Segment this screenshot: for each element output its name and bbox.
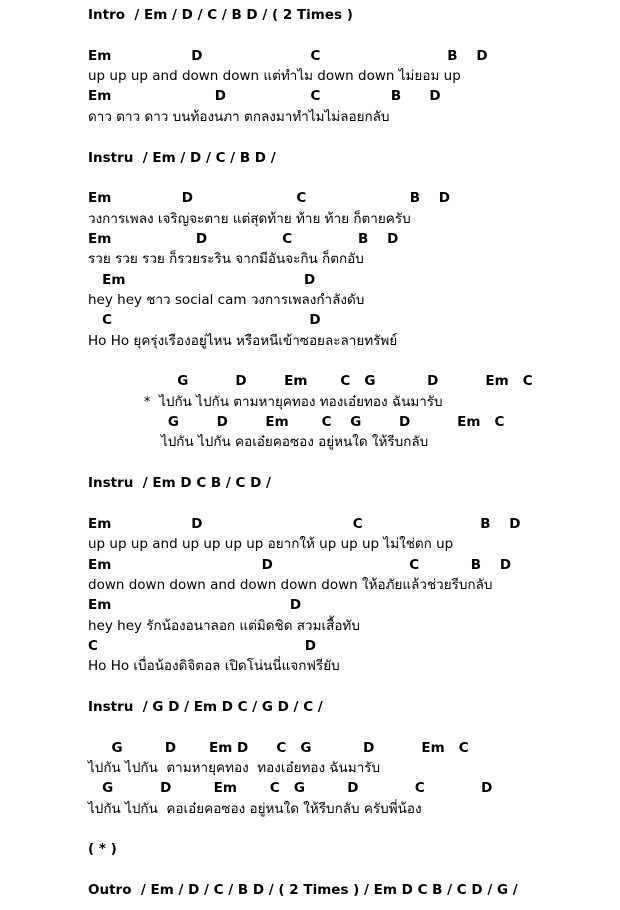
chord-line: G D Em C G D C D	[88, 780, 493, 797]
lyric-line: Ho Ho ยุครุ่งเรืองอยู่ไหน หรือหนีเข้าซอยละลายทรัพย์	[88, 332, 398, 349]
chord-line: Em D C B D	[88, 88, 441, 105]
lyric-line: ดาว ดาว ดาว บนท้องนภา ตกลงมาทำไมไม่ลอยกลับ	[88, 108, 390, 125]
chord-line: Em D C B D	[88, 515, 521, 532]
chord-line: Em D C B D	[88, 47, 488, 64]
chord-line: G D Em D C G D Em C	[88, 739, 469, 756]
section-heading: Instru / Em / D / C / B D /	[88, 149, 276, 166]
section-heading: Instru / Em D C B / C D /	[88, 475, 271, 492]
lyric-line: hey hey รักน้องอนาลอก แต่มิดชิด สวมเสื้อทับ	[88, 617, 360, 634]
lyric-line: วงการเพลง เจริญจะตาย แต่สุดท้าย ท้าย ท้าย ก็ตายครับ	[88, 210, 411, 227]
chord-line: Em D	[88, 271, 316, 288]
section-heading: ( * )	[88, 841, 117, 858]
section-heading: Outro / Em / D / C / B D / ( 2 Times ) / Em D C B / C D / G /	[88, 882, 518, 899]
section-heading: Intro / Em / D / C / B D / ( 2 Times )	[88, 7, 353, 23]
lyric-line: up up up and down down แต่ทำไม down down ไม่ยอม up	[88, 68, 461, 85]
chord-line: C D	[88, 312, 321, 329]
lyric-line: up up up and up up up up อยากให้ up up up ไม่ใช่ตก up	[88, 536, 454, 553]
lyric-line: ไปกัน ไปกัน ตามหายุคทอง ทองเอ๋ยทอง ฉันมารับ	[88, 760, 381, 776]
lyric-line: Ho Ho เบื่อน้องดิจิตอล เปิดโน่นนี่แจกฟรียับ	[88, 658, 340, 675]
chord-line: G D Em C G D Em C	[88, 373, 533, 390]
lyric-line: ไปกัน ไปกัน คอเอ๋ยคอซอง อยู่หนใด ให้รีบกลับ	[88, 434, 429, 451]
section-heading: Instru / G D / Em D C / G D / C /	[88, 698, 323, 715]
chord-line: G D Em C G D Em C	[88, 414, 505, 430]
lyric-line: ไปกัน ไปกัน คอเอ๋ยคอซอง อยู่หนใด ให้รีบกลับ ครับพี่น้อง	[88, 800, 422, 817]
chord-line: Em D C B D	[88, 190, 450, 207]
lyric-line: * ไปกัน ไปกัน ตามหายุคทอง ทองเอ๋ยทอง ฉันมารับ	[88, 393, 443, 410]
chord-line: Em D C B D	[88, 230, 399, 247]
chord-line: Em D C B D	[88, 556, 512, 573]
lyric-line: down down down and down down down ให้อภัยแล้วช่วยรีบกลับ	[88, 576, 493, 593]
chord-line: C D	[88, 637, 316, 654]
lyric-line: รวย รวย รวย ก็รวยระริน จากมีอันจะกิน ก็ตกอับ	[88, 251, 364, 268]
lyric-line: hey hey ชาว social cam วงการเพลงกำลังดับ	[88, 291, 365, 308]
chord-line: Em D	[88, 597, 302, 614]
